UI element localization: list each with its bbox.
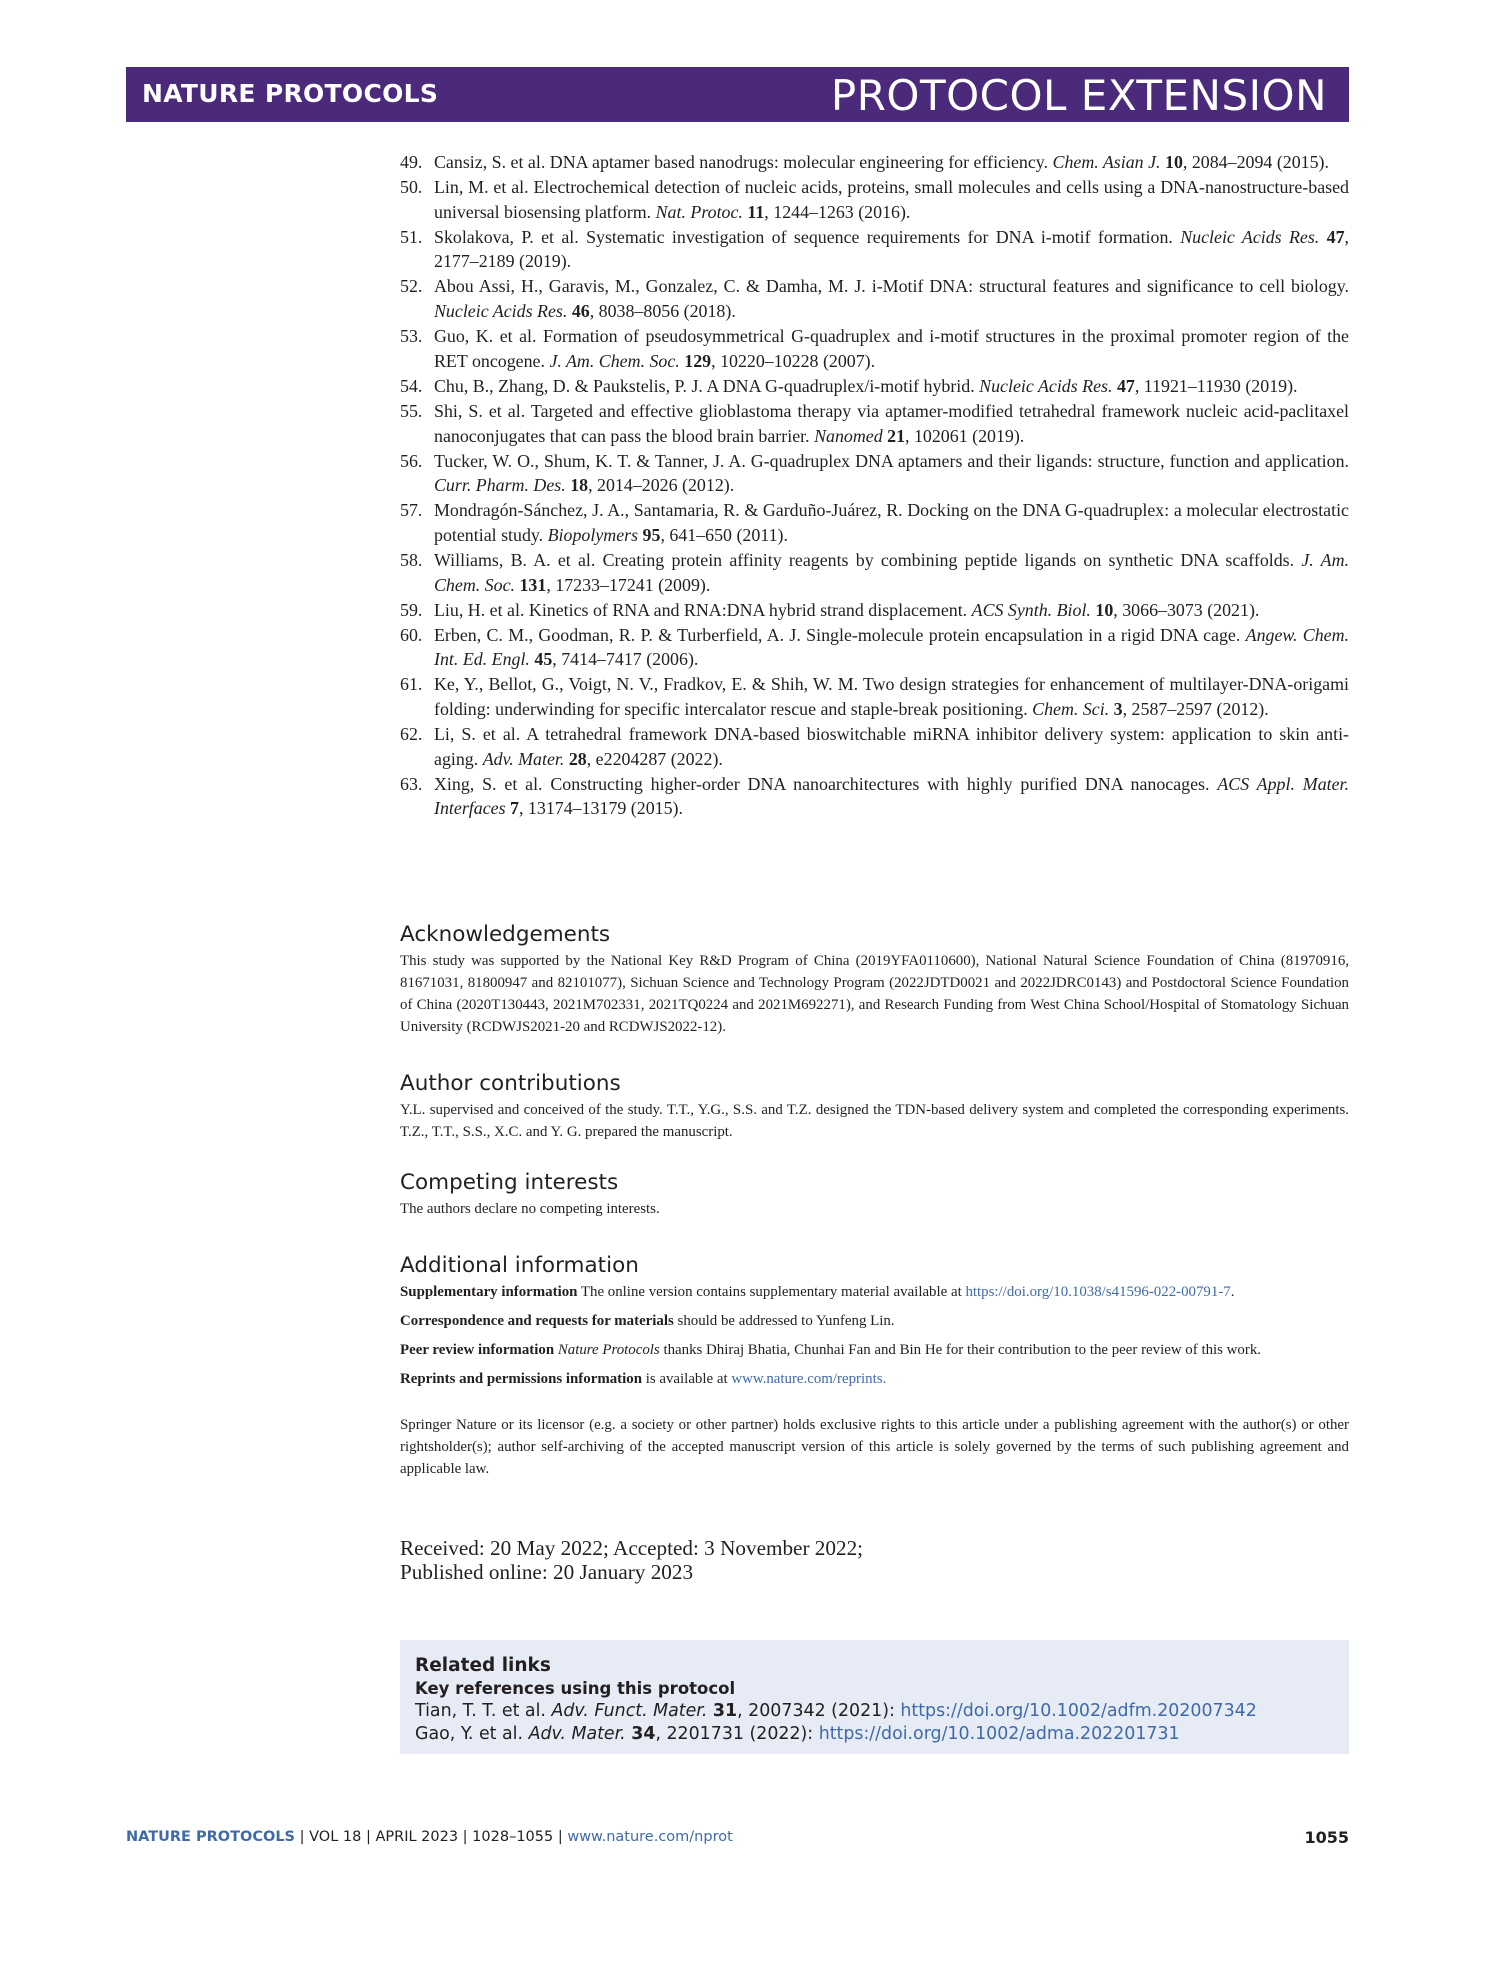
competing-interests-heading: Competing interests [400, 1170, 619, 1195]
reference-number: 53. [400, 326, 423, 347]
footer-sep-4: | [553, 1829, 568, 1845]
reference-volume: 21 [887, 425, 906, 446]
journal-name: NATURE PROTOCOLS [142, 79, 439, 108]
reference-item [400, 772, 1349, 821]
reference-text: , 102061 (2019). [905, 425, 1025, 446]
reference-journal: Nucleic Acids Res. [979, 375, 1113, 396]
reference-text: Cansiz, S. et al. DNA aptamer based nanodrugs: molecular engineering for efficiency. [434, 152, 1053, 172]
reprints-info [400, 1368, 1349, 1390]
reference-item [400, 598, 1349, 623]
reference-item [400, 274, 1349, 323]
related-links-box [400, 1640, 1349, 1754]
reference-text: Mondragón-Sánchez, J. A., Santamaria, R. & Garduño-Juárez, R. Docking on the DNA G-quadruplex: a molecular electrostatic potential study. [434, 500, 1349, 545]
related-volume: 34 [631, 1724, 656, 1744]
reference-text: , 2084–2094 (2015). [1182, 152, 1329, 172]
received-accepted-dates: Received: 20 May 2022; Accepted: 3 November 2022; [400, 1536, 864, 1560]
supplementary-end: . [1230, 1284, 1235, 1300]
reference-journal: J. Am. Chem. Soc. [549, 350, 680, 371]
reference-text: Skolakova, P. et al. Systematic investigation of sequence requirements for DNA i-motif formation. [434, 226, 1181, 247]
reference-volume: 10 [1095, 599, 1114, 620]
reference-text: , 8038–8056 (2018). [589, 301, 736, 322]
reference-text: , 2014–2026 (2012). [588, 475, 735, 496]
correspondence-label: Correspondence and requests for materials [400, 1313, 674, 1329]
reference-text: , 2177–2189 (2019). [434, 226, 1349, 272]
reference-journal: Nanomed [814, 425, 883, 446]
reference-item [400, 399, 1349, 448]
reference-text: Ke, Y., Bellot, G., Voigt, N. V., Fradkov, E. & Shih, W. M. Two design strategies for enhancement of multilayer-DNA-origami folding: underwinding for specific intercalator rescue and staple-break positioning. [434, 674, 1349, 720]
reference-number: 61. [400, 674, 423, 695]
footer-journal: NATURE PROTOCOLS [126, 1829, 296, 1845]
reference-volume: 10 [1165, 152, 1183, 172]
supplementary-information [400, 1281, 1349, 1303]
reference-text: Li, S. et al. A tetrahedral framework DNA-based bioswitchable miRNA inhibitor delivery system: application to skin anti-aging. [434, 724, 1349, 769]
author-contributions-text: Y.L. supervised and conceived of the study. T.T., Y.G., S.S. and T.Z. designed the TDN-based delivery system and completed the corresponding experiments. T.Z., T.T., S.S., X.C. and Y. G. prepared the manuscript. [400, 1102, 1349, 1140]
reference-text: Lin, M. et al. Electrochemical detection of nucleic acids, proteins, small molecules and cells using a DNA-nanostructure-based universal biosensing platform. [434, 177, 1349, 222]
related-rest: , 2201731 (2022): [655, 1724, 819, 1744]
footer-issue: APRIL 2023 [375, 1829, 459, 1845]
footer-url[interactable]: www.nature.com/nprot [567, 1829, 733, 1845]
publication-dates [400, 1536, 863, 1584]
footer-sep-2: | [361, 1829, 376, 1845]
related-volume: 31 [712, 1701, 738, 1721]
reference-list [400, 150, 1349, 822]
related-journal: Adv. Funct. Mater. [551, 1701, 708, 1721]
supplementary-text: The online version contains supplementary material available at [577, 1284, 966, 1300]
reference-item [400, 225, 1349, 274]
reference-volume: 3 [1113, 699, 1123, 720]
footer-sep-3: | [458, 1829, 473, 1845]
supplementary-label: Supplementary information [400, 1284, 578, 1300]
reference-number: 51. [400, 226, 423, 247]
reference-number: 50. [400, 177, 423, 198]
journal-banner [126, 67, 1349, 122]
reference-text: , 11921–11930 (2019). [1134, 375, 1298, 396]
acknowledgements-section [400, 922, 1349, 1038]
reference-volume: 47 [1326, 226, 1345, 247]
reference-number: 59. [400, 599, 423, 620]
page-number: 1055 [1304, 1828, 1349, 1847]
related-link-item [415, 1700, 1257, 1723]
reference-text: Xing, S. et al. Constructing higher-order DNA nanoarchitectures with highly purified DNA nanocages. [434, 773, 1218, 794]
related-link-item [415, 1723, 1257, 1746]
reference-volume: 28 [568, 748, 587, 769]
reference-number: 55. [400, 400, 423, 421]
related-authors: Tian, T. T. et al. [415, 1701, 552, 1721]
reference-journal: Angew. Chem. Int. Ed. Engl. [434, 624, 1350, 670]
reprints-link[interactable]: www.nature.com/reprints. [731, 1371, 887, 1387]
reference-number: 62. [400, 724, 423, 745]
reference-volume: 129 [684, 350, 712, 371]
reference-text: Guo, K. et al. Formation of pseudosymmetrical G-quadruplex and i-motif structures in the proximal promoter region of the RET oncogene. [434, 326, 1349, 371]
competing-interests-text: The authors declare no competing interests. [400, 1201, 660, 1217]
reference-volume: 95 [642, 524, 661, 545]
reference-text [1319, 227, 1326, 247]
reference-text: , 10220–10228 (2007). [711, 350, 876, 371]
reference-item [400, 374, 1349, 399]
reference-item [400, 150, 1349, 175]
acknowledgements-heading: Acknowledgements [400, 922, 611, 947]
reference-number: 57. [400, 500, 423, 521]
footer-volume: VOL 18 [309, 1829, 362, 1845]
related-links-title: Related links [415, 1655, 551, 1676]
reference-text: , e2204287 (2022). [586, 748, 723, 769]
reference-volume: 47 [1116, 375, 1135, 396]
peer-review-label: Peer review information [400, 1342, 555, 1358]
peer-review-text: thanks Dhiraj Bhatia, Chunhai Fan and Bin He for their contribution to the peer review of this work. [659, 1342, 1262, 1358]
reference-journal: ACS Appl. Mater. Interfaces [434, 773, 1349, 819]
reference-volume: 7 [510, 798, 519, 819]
reference-text: , 1244–1263 (2016). [764, 201, 911, 222]
related-rest: , 2007342 (2021): [737, 1701, 901, 1721]
reference-item [400, 623, 1349, 672]
reference-text: Erben, C. M., Goodman, R. P. & Turberfield, A. J. Single-molecule protein encapsulation in a rigid DNA cage. [434, 624, 1246, 645]
reference-item [400, 548, 1349, 597]
reference-number: 52. [400, 276, 423, 297]
peer-review-info [400, 1339, 1349, 1361]
reference-text: Abou Assi, H., Garavis, M., Gonzalez, C. & Damha, M. J. i-Motif DNA: structural features and significance to cell biology. [434, 276, 1349, 297]
article-type: PROTOCOL EXTENSION [830, 71, 1327, 120]
reference-item [400, 175, 1349, 224]
reference-volume: 45 [534, 649, 553, 670]
additional-information-heading: Additional information [400, 1253, 639, 1278]
reference-item [400, 498, 1349, 547]
reference-journal: Nat. Protoc. [655, 201, 743, 222]
related-links-subtitle: Key references using this protocol [415, 1679, 736, 1698]
reference-number: 54. [400, 375, 423, 396]
reference-text: Shi, S. et al. Targeted and effective glioblastoma therapy via aptamer-modified tetrahedral framework nucleic acid-paclitaxel nanoconjugates that can pass the blood brain barrier. [434, 400, 1349, 446]
correspondence-info [400, 1310, 1349, 1332]
related-journal: Adv. Mater. [528, 1724, 626, 1744]
reference-text: , 3066–3073 (2021). [1113, 599, 1260, 620]
reference-journal: Nucleic Acids Res. [434, 301, 568, 322]
footer-pages: 1028–1055 [472, 1829, 554, 1845]
reference-item [400, 672, 1349, 721]
reference-journal: Chem. Sci. [1032, 699, 1110, 720]
reference-text: , 17233–17241 (2009). [546, 574, 711, 595]
reference-journal: Biopolymers [547, 524, 639, 545]
reference-number: 60. [400, 624, 423, 645]
reference-number: 56. [400, 450, 423, 471]
reference-journal: Curr. Pharm. Des. [434, 475, 566, 496]
published-online-date: Published online: 20 January 2023 [400, 1560, 694, 1584]
footer-sep-1: | [295, 1829, 310, 1845]
reference-text: , 13174–13179 (2015). [518, 798, 683, 819]
competing-interests-section [400, 1170, 1349, 1220]
reference-journal: Adv. Mater. [482, 748, 565, 769]
reference-number: 58. [400, 550, 423, 570]
reference-volume: 11 [747, 201, 765, 222]
reference-number: 49. [400, 152, 423, 172]
related-link[interactable]: https://doi.org/10.1002/adfm.202007342 [900, 1701, 1257, 1721]
reference-text: Williams, B. A. et al. Creating protein affinity reagents by combining peptide ligands on synthetic DNA scaffolds. [434, 550, 1302, 570]
reference-journal: Nucleic Acids Res. [1180, 226, 1320, 247]
reference-item [400, 722, 1349, 771]
reference-text: , 7414–7417 (2006). [552, 649, 699, 670]
related-authors: Gao, Y. et al. [415, 1724, 529, 1744]
author-contributions-section [400, 1071, 1349, 1143]
reference-journal: ACS Synth. Biol. [971, 599, 1091, 620]
acknowledgements-text: This study was supported by the National Key R&D Program of China (2019YFA0110600), National Natural Science Foundation of China (81970916, 81671031, 81800947 and 82101077), Sichuan Science and Technology Program (2022JDTD0021 and 2022JDRC0143) and Postdoctoral Science Foundation of China (2020T130443, 2021M702331, 2021TQ0224 and 2021M692271), and Research Funding from West China School/Hospital of Stomatology Sichuan University (RCDWJS2021-20 and RCDWJS2022-12). [400, 953, 1349, 1035]
correspondence-text: should be addressed to Yunfeng Lin. [673, 1313, 895, 1329]
reference-journal: Chem. Asian J. [1052, 152, 1161, 172]
supplementary-link[interactable]: https://doi.org/10.1038/s41596-022-00791-7 [965, 1284, 1231, 1300]
reference-volume: 18 [570, 475, 589, 496]
additional-information-section [400, 1253, 1349, 1487]
reference-text: , 2587–2597 (2012). [1122, 699, 1269, 720]
author-contributions-heading: Author contributions [400, 1071, 621, 1096]
reference-volume: 46 [571, 301, 590, 322]
reference-number: 63. [400, 773, 423, 794]
related-link[interactable]: https://doi.org/10.1002/adma.202201731 [818, 1724, 1180, 1744]
peer-review-journal: Nature Protocols [554, 1342, 660, 1358]
page-footer [126, 1829, 1349, 1845]
reference-volume: 131 [519, 574, 547, 595]
reprints-text: is available at [642, 1371, 732, 1387]
reference-journal: J. Am. Chem. Soc. [434, 550, 1349, 595]
reference-text: , 641–650 (2011). [660, 524, 788, 545]
springer-notice: Springer Nature or its licensor (e.g. a society or other partner) holds exclusive rights to this article under a publishing agreement with the author(s) or other rightsholder(s); author self-archiving of the accepted manuscript version of this article is solely governed by the terms of such publishing agreement and applicable law. [400, 1417, 1349, 1477]
reference-text: Liu, H. et al. Kinetics of RNA and RNA:DNA hybrid strand displacement. [434, 599, 972, 620]
reference-item [400, 449, 1349, 498]
reference-item [400, 324, 1349, 373]
reprints-label: Reprints and permissions information [400, 1371, 642, 1387]
reference-text: Chu, B., Zhang, D. & Paukstelis, P. J. A DNA G-quadruplex/i-motif hybrid. [434, 375, 980, 396]
reference-text: Tucker, W. O., Shum, K. T. & Tanner, J. A. G-quadruplex DNA aptamers and their ligands: structure, function and application. [434, 450, 1349, 471]
